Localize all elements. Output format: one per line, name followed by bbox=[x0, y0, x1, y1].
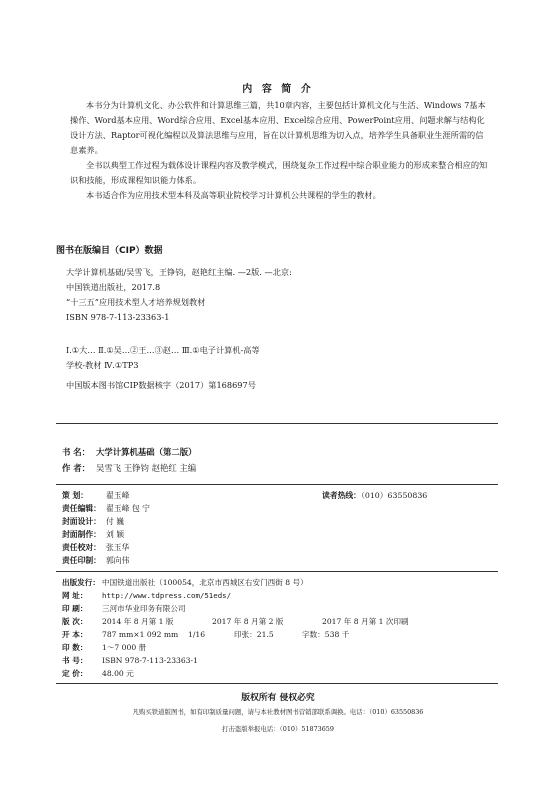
word-count: 字数：538 千 bbox=[302, 630, 350, 639]
divider bbox=[56, 484, 498, 485]
edition-second: 2017 年 8 月第 2 版 bbox=[212, 617, 284, 626]
printer-label: 印 刷： bbox=[62, 604, 88, 613]
book-title: 大学计算机基础（第二版） bbox=[96, 447, 197, 457]
editor-row bbox=[62, 542, 129, 553]
editor-name: 张玉华 bbox=[106, 543, 130, 552]
isbn-label: 书 号： bbox=[62, 656, 88, 665]
summary-body bbox=[70, 98, 488, 203]
editor-row bbox=[62, 490, 129, 501]
editor-role: 策 划： bbox=[62, 491, 89, 500]
price-label: 定 价： bbox=[62, 669, 88, 678]
isbn-row bbox=[62, 655, 198, 666]
book-author-row bbox=[62, 462, 196, 474]
publisher-label: 出版发行： bbox=[62, 578, 100, 587]
hotline-number: （010）63550836 bbox=[360, 491, 428, 500]
cip-line: 大学计算机基础/吴雪飞，王铮钧，赵艳红主编. —2版. —北京: bbox=[66, 267, 292, 277]
cip-line: 学校-教材 Ⅳ.①TP3 bbox=[66, 360, 139, 370]
piracy-hotline: 打击盗版举报电话：（010）51873659 bbox=[222, 725, 334, 733]
divider bbox=[56, 423, 498, 424]
isbn: ISBN 978-7-113-23363-1 bbox=[102, 656, 198, 665]
editor-name: 翟玉峰 bbox=[106, 491, 130, 500]
cip-line: 中国铁道出版社，2017.8 bbox=[66, 282, 161, 292]
price-row bbox=[62, 668, 134, 679]
cip-heading: 图书在版编目（CIP）数据 bbox=[56, 246, 163, 256]
cip-line: Ⅰ.①大… Ⅱ.①吴…②王…③赵… Ⅲ.①电子计算机-高等 bbox=[66, 345, 260, 355]
editor-row bbox=[62, 516, 124, 527]
reader-hotline bbox=[322, 490, 427, 501]
edition-first: 2014 年 8 月第 1 版 bbox=[102, 617, 174, 626]
editor-row bbox=[62, 503, 150, 514]
book-author-label: 作 者： bbox=[62, 463, 91, 473]
copies-row bbox=[62, 642, 146, 653]
editor-name: 刘 颖 bbox=[106, 530, 125, 539]
summary-paragraph: 本书分为计算机文化、办公软件和计算思维三篇，共10章内容，主要包括计算机文化与生活、Windows 7基本操作、Word基本应用、Word综合应用、Excel基本应用、Excel综合应用、PowerPoint应用、问题求解与结构化设计方法、Raptor可视化编程以及算法思维与应用，旨在以计算机思维为切入点，培养学生具备职业生涯所需的信息素养。 bbox=[70, 100, 486, 155]
summary-paragraph: 全书以典型工作过程为载体设计课程内容及教学模式，围绕复杂工作过程中综合职业能力的形成来整合相应的知识和技能，形成课程知识能力体系。 bbox=[70, 160, 488, 185]
printer-row bbox=[62, 603, 186, 614]
publisher: 中国铁道出版社（100054，北京市西城区右安门西街 8 号） bbox=[102, 578, 308, 587]
edition-label: 版 次： bbox=[62, 617, 88, 626]
format-fraction: 1/16 bbox=[188, 630, 206, 639]
hotline-label: 读者热线： bbox=[322, 491, 361, 500]
divider bbox=[56, 683, 498, 684]
summary-title: 内 容 简 介 bbox=[242, 84, 314, 95]
summary-paragraph: 本书适合作为应用技术型本科及高等职业院校学习计算机公共课程的学生的教材。 bbox=[86, 190, 381, 200]
editor-name: 翟玉峰 包 宁 bbox=[106, 504, 150, 513]
website-url: http://www.tdpress.com/51eds/ bbox=[102, 591, 232, 600]
sheets: 印张：21.5 bbox=[234, 630, 274, 639]
cip-block bbox=[66, 265, 506, 325]
editor-name: 付 巍 bbox=[106, 517, 125, 526]
editor-role: 责任编辑： bbox=[62, 504, 101, 513]
website-row bbox=[62, 590, 231, 601]
copies-label: 印 数： bbox=[62, 643, 88, 652]
editor-role: 封面制作： bbox=[62, 530, 101, 539]
edition-printing: 2017 年 8 月第 1 次印刷 bbox=[322, 617, 409, 626]
editor-name: 郭向伟 bbox=[106, 556, 130, 565]
editor-row bbox=[62, 529, 124, 540]
publisher-row bbox=[62, 577, 308, 588]
quality-notice: 凡购买铁道版图书，如有印制质量问题，请与本社教材图书营销部联系调换。电话：（010）63550836 bbox=[132, 708, 424, 716]
printer: 三河市华业印务有限公司 bbox=[102, 604, 186, 613]
edition-row bbox=[62, 616, 409, 627]
cip-line: ISBN 978-7-113-23363-1 bbox=[66, 312, 170, 322]
format-label: 开 本： bbox=[62, 630, 88, 639]
website-label: 网 址： bbox=[62, 591, 88, 600]
cip-record-number: 中国版本图书馆CIP数据核字（2017）第168697号 bbox=[66, 380, 256, 390]
book-authors: 吴雪飞 王铮钧 赵艳红 主编 bbox=[96, 463, 197, 473]
divider bbox=[56, 571, 498, 572]
book-title-row bbox=[62, 446, 197, 458]
format-row bbox=[62, 629, 349, 640]
book-title-label: 书 名： bbox=[62, 447, 91, 457]
editor-role: 责任印制： bbox=[62, 556, 101, 565]
cip-classification bbox=[66, 343, 506, 373]
editor-row bbox=[62, 555, 129, 566]
price: 48.00 元 bbox=[102, 669, 134, 678]
editor-role: 责任校对： bbox=[62, 543, 101, 552]
copies: 1～7 000 册 bbox=[102, 643, 147, 652]
editor-role: 封面设计： bbox=[62, 517, 101, 526]
format-size: 787 mm×1 092 mm bbox=[102, 630, 179, 639]
copyright-notice: 版权所有 侵权必究 bbox=[241, 693, 315, 703]
cip-line: “十三五”应用技术型人才培养规划教材 bbox=[66, 297, 206, 307]
